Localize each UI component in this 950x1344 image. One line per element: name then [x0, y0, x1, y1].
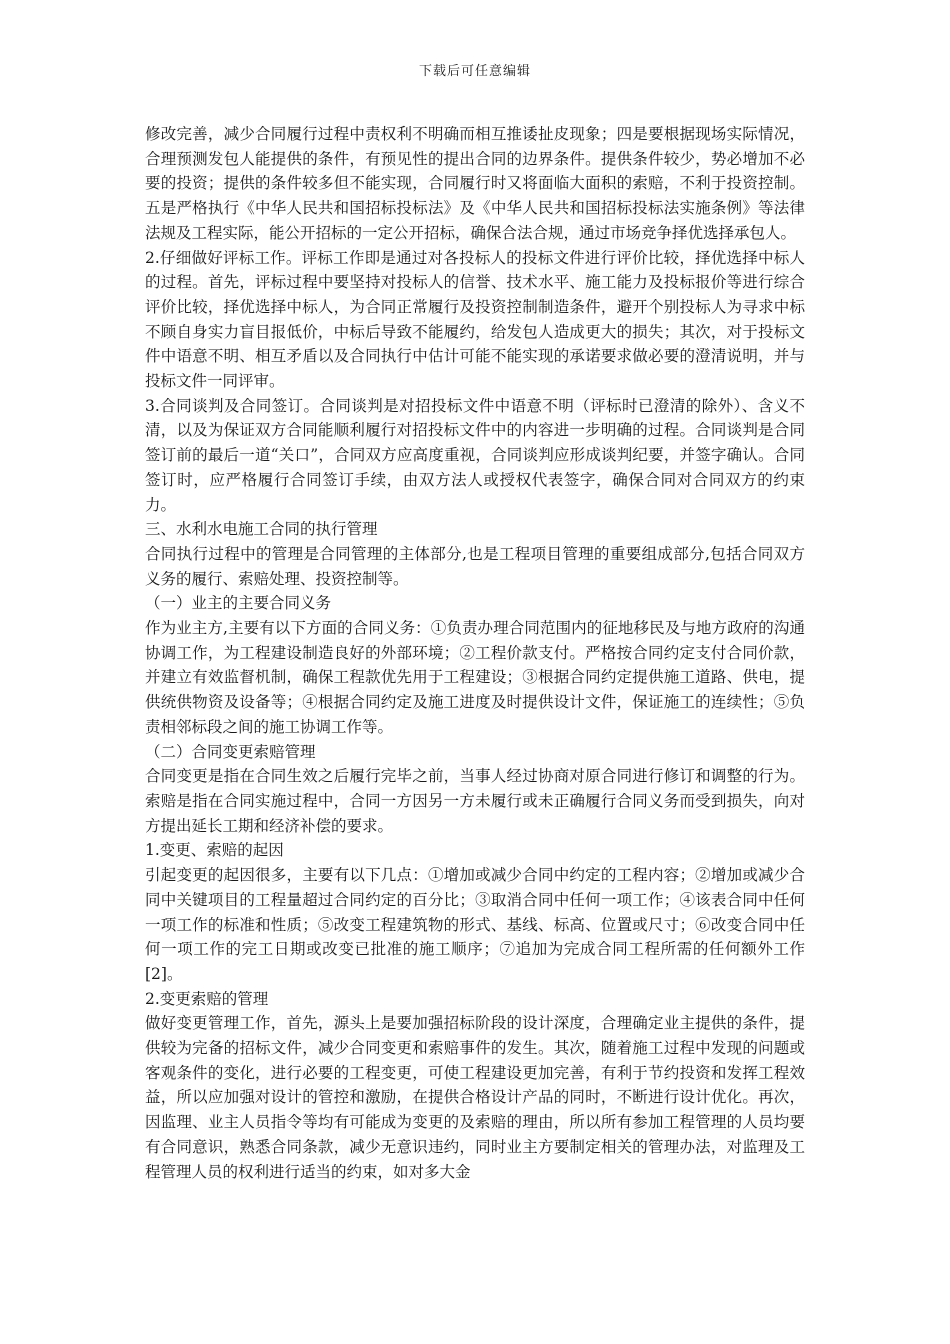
- paragraph-execution-overview: 合同执行过程中的管理是合同管理的主体部分,也是工程项目管理的重要组成部分,包括合同双方义务的履行、索赔处理、投资控制等。: [145, 544, 805, 588]
- section-heading-contract-execution: 三、水利水电施工合同的执行管理: [145, 520, 378, 539]
- subsection-heading-owner-obligations: （一）业主的主要合同义务: [145, 594, 332, 613]
- paragraph-change-claims-definition: 合同变更是指在合同生效之后履行完毕之前，当事人经过协商对原合同进行修订和调整的行为。索赔是指在合同实施过程中，合同一方因另一方未履行或未正确履行合同义务而受到损失，向对方提出延长工期和经济补偿的要求。: [145, 767, 805, 835]
- item-heading-change-management: 2.变更索赔的管理: [145, 989, 269, 1008]
- paragraph-bidding-preparation-continued: 修改完善，减少合同履行过程中责权利不明确而相互推诿扯皮现象；四是要根据现场实际情况，合理预测发包人能提供的条件，有预见性的提出合同的边界条件。提供条件较少，势必增加不必要的投资；提供的条件较多但不能实现，合同履行时又将面临大面积的索赔，不利于投资控制。五是严格执行《中华人民共和国招标投标法》及《中华人民共和国招标投标法实施条例》等法律法规及工程实际，能公开招标的一定公开招标，确保合法合规，通过市场竞争择优选择承包人。: [145, 125, 805, 242]
- paragraph-owner-obligations: 作为业主方,主要有以下方面的合同义务：①负责办理合同范围内的征地移民及与地方政府的沟通协调工作，为工程建设制造良好的外部环境；②工程价款支付。严格按合同约定支付合同价款，并建立有效监督机制，确保工程款优先用于工程建设；③根据合同约定提供施工道路、供电，提供统供物资及设备等；④根据合同约定及施工进度及时提供设计文件，保证施工的连续性；⑤负责相邻标段之间的施工协调工作等。: [145, 619, 805, 736]
- paragraph-bid-evaluation: 2.仔细做好评标工作。评标工作即是通过对各投标人的投标文件进行评价比较，择优选择中标人的过程。首先，评标过程中要坚持对投标人的信誉、技术水平、施工能力及投标报价等进行综合评价比较，择优选择中标人，为合同正常履行及投资控制制造条件，避开个别投标人为寻求中标不顾自身实力盲目报低价，中标后导致不能履约，给发包人造成更大的损失；其次，对于投标文件中语意不明、相互矛盾以及合同执行中估计可能不能实现的承诺要求做必要的澄清说明，并与投标文件一同评审。: [145, 248, 805, 391]
- subsection-heading-change-claims: （二）合同变更索赔管理: [145, 742, 316, 761]
- paragraph-contract-negotiation: 3.合同谈判及合同签订。合同谈判是对招投标文件中语意不明（评标时已澄清的除外）、含义不清，以及为保证双方合同能顺利履行对招投标文件中的内容进一步明确的过程。合同谈判是合同签订前的最后一道“关口”，合同双方应高度重视，合同谈判应形成谈判纪要，并签字确认。合同签订时，应严格履行合同签订手续，由双方法人或授权代表签字，确保合同对合同双方的约束力。: [145, 396, 805, 514]
- document-body: [145, 122, 805, 1184]
- paragraph-change-causes: 引起变更的起因很多，主要有以下几点：①增加或减少合同中约定的工程内容；②增加或减少合同中关键项目的工程量超过合同约定的百分比；③取消合同中任何一项工作；④该表合同中任何一项工作的标准和性质；⑤改变工程建筑物的形式、基线、标高、位置或尺寸；⑥改变合同中任何一项工作的完工日期或改变已批准的施工顺序；⑦追加为完成合同工程所需的任何额外工作[2]。: [145, 866, 805, 983]
- item-heading-change-causes: 1.变更、索赔的起因: [145, 841, 284, 860]
- page-header: 下载后可任意编辑: [418, 64, 531, 79]
- paragraph-change-management: 做好变更管理工作，首先，源头上是要加强招标阶段的设计深度，合理确定业主提供的条件，提供较为完备的招标文件，减少合同变更和索赔事件的发生。其次，随着施工过程中发现的问题或客观条件的变化，进行必要的工程变更，可使工程建设更加完善，有利于节约投资和发挥工程效益，所以应加强对设计的管控和激励，在提供合格设计产品的同时，不断进行设计优化。再次，因监理、业主人员指令等均有可能成为变更的及索赔的理由，所以所有参加工程管理的人员均要有合同意识，熟悉合同条款，减少无意识违约，同时业主方要制定相关的管理办法，对监理及工程管理人员的权利进行适当的约束，如对多大金: [145, 1014, 805, 1181]
